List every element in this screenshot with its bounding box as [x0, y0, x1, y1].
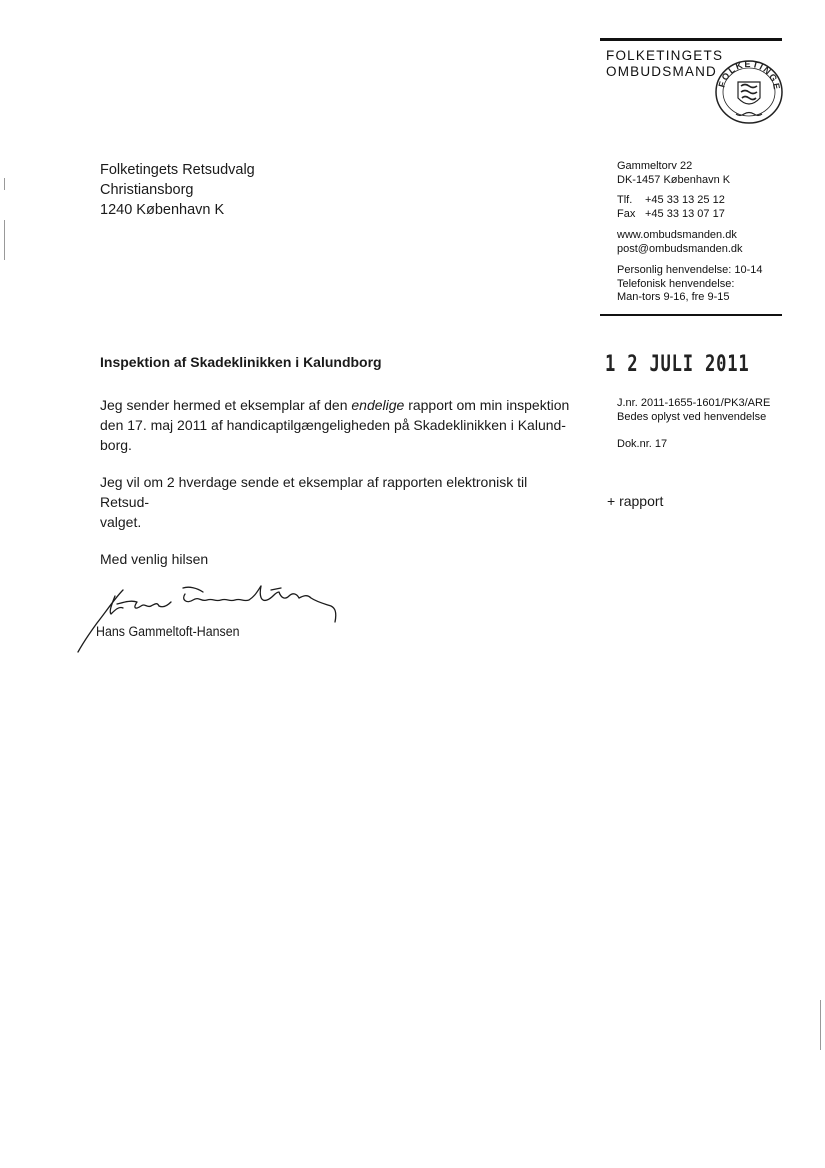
- attachment-note: + rapport: [607, 493, 664, 509]
- hours-line-2: Telefonisk henvendelse:: [617, 277, 735, 290]
- scan-mark: [4, 220, 5, 260]
- reference-block: [617, 397, 770, 424]
- organisation-name: [606, 48, 723, 80]
- body-paragraph-1: [100, 395, 580, 455]
- p1-text-pre: Jeg sender hermed et eksemplar af den: [100, 397, 352, 413]
- sender-phone-block: [617, 194, 725, 221]
- fax-label: Fax: [617, 207, 636, 220]
- recipient-line-3: 1240 København K: [100, 202, 225, 218]
- signer-name: Hans Gammeltoft-Hansen: [96, 624, 240, 639]
- sender-city: DK-1457 København K: [617, 173, 731, 186]
- fax-row: [617, 208, 725, 222]
- opening-hours: [617, 264, 763, 305]
- letter-subject: Inspektion af Skadeklinikken i Kalundborg: [100, 354, 382, 370]
- sidebar-bottom-rule: [600, 314, 782, 316]
- sender-online-block: [617, 229, 743, 256]
- fax-number: +45 33 13 07 17: [645, 207, 725, 220]
- sender-email: post@ombudsmanden.dk: [617, 242, 743, 255]
- journal-number: J.nr. 2011-1655-1601/PK3/ARE: [617, 397, 771, 409]
- p1-line-1: [100, 395, 580, 415]
- sender-address: [617, 160, 730, 187]
- body-paragraph-2: [100, 472, 580, 532]
- phone-row: [617, 194, 725, 208]
- hours-line-1: Personlig henvendelse: 10-14: [617, 264, 763, 276]
- seal-text: FOLKETINGE: [716, 58, 783, 92]
- p1-emphasis: endelige: [351, 397, 405, 413]
- hours-line-3: Man-tors 9-16, fre 9-15: [617, 291, 730, 303]
- p1-line-3: borg.: [100, 437, 132, 453]
- date-stamp: 1 2 JULI 2011: [605, 352, 750, 377]
- sender-street: Gammeltorv 22: [617, 160, 693, 172]
- recipient-address: [100, 160, 255, 220]
- header-top-rule: [600, 38, 782, 41]
- org-line-1: FOLKETINGETS: [606, 48, 724, 63]
- scan-mark: [4, 178, 5, 190]
- org-line-2: OMBUDSMAND: [606, 64, 718, 79]
- p1-text-post: rapport om min inspektion: [404, 397, 570, 413]
- reference-note: Bedes oplyst ved henvendelse: [617, 410, 767, 423]
- handwritten-signature: [75, 578, 350, 654]
- sender-website: www.ombudsmanden.dk: [617, 229, 737, 241]
- recipient-line-2: Christiansborg: [100, 182, 194, 198]
- scan-mark: [820, 1000, 821, 1050]
- p2-line-1: Jeg vil om 2 hverdage sende et eksemplar af rapporten elektronisk til Retsud-: [100, 474, 528, 510]
- document-number: Dok.nr. 17: [617, 438, 668, 450]
- phone-number: +45 33 13 25 12: [645, 194, 725, 206]
- recipient-line-1: Folketingets Retsudvalg: [100, 162, 255, 178]
- p1-line-2: den 17. maj 2011 af handicaptilgængeligheden på Skadeklinikken i Kalund-: [100, 417, 566, 433]
- p2-line-2: valget.: [100, 514, 142, 530]
- folketinget-seal-icon: [714, 48, 784, 124]
- phone-label: Tlf.: [617, 194, 633, 206]
- closing-greeting: Med venlig hilsen: [100, 551, 209, 567]
